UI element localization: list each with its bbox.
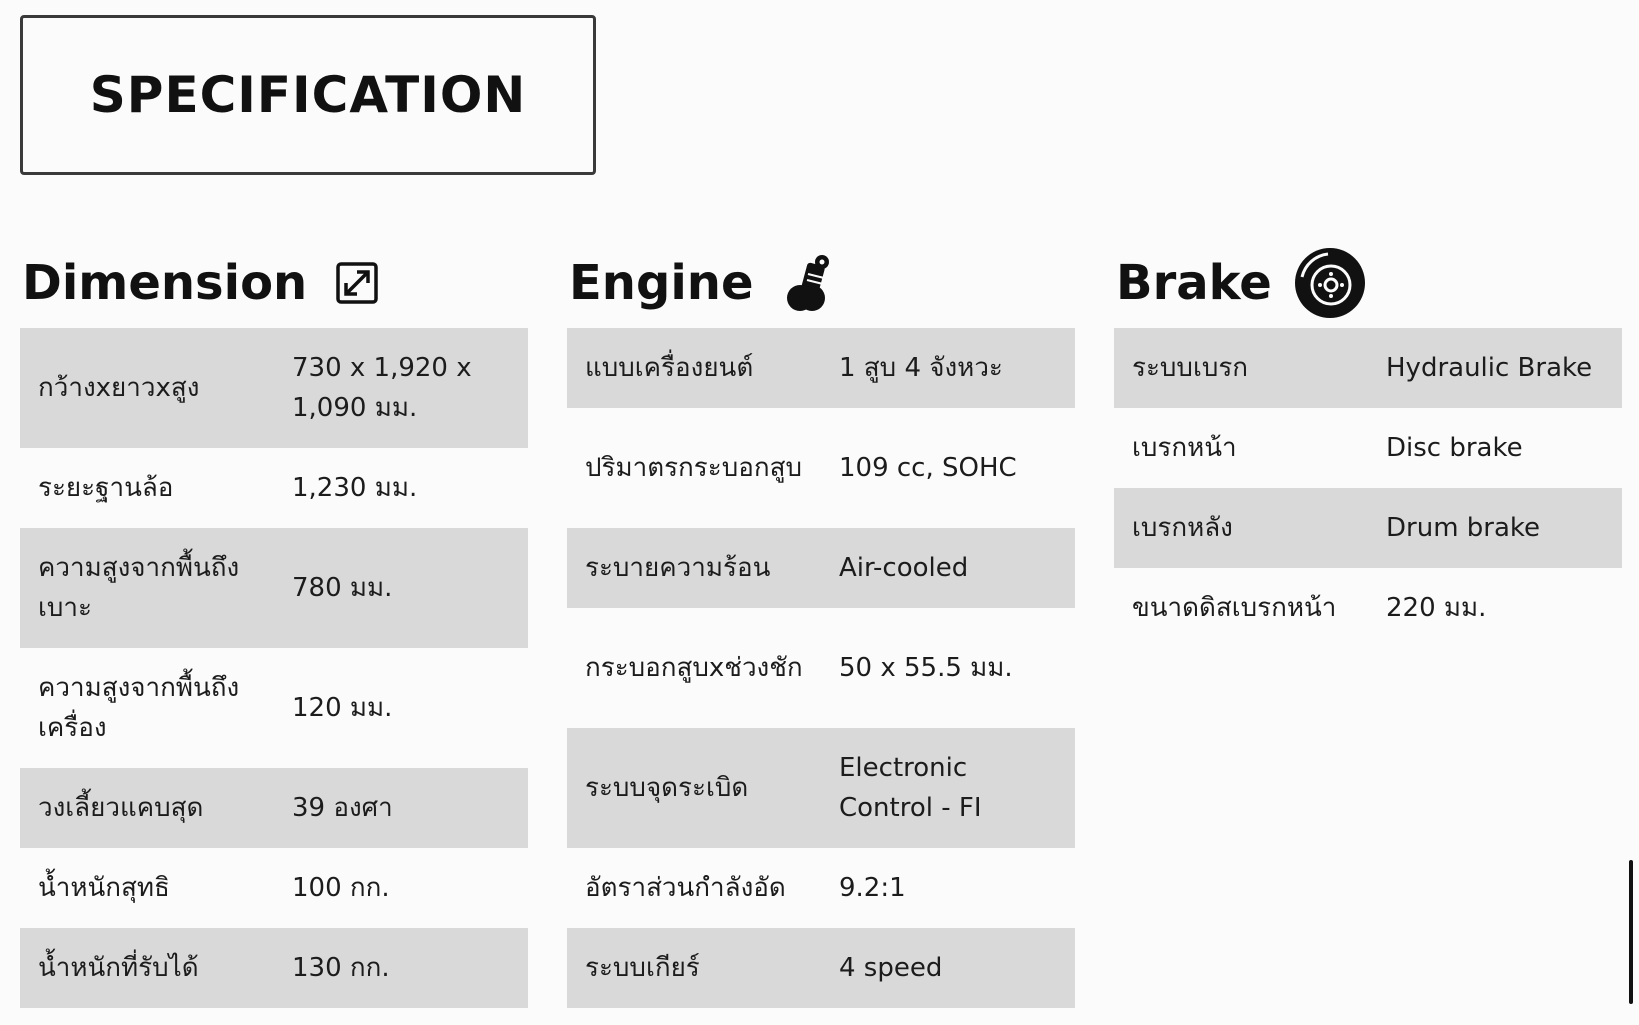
brake-table: [1114, 328, 1622, 648]
row-value: 1,230 มม.: [292, 473, 418, 503]
row-label: ปริมาตรกระบอกสูบ: [585, 453, 802, 483]
table-row: [567, 408, 1075, 528]
table-row: [20, 528, 528, 648]
table-row: [20, 928, 528, 1008]
row-label: น้ำหนักสุทธิ: [38, 873, 170, 903]
row-label: ความสูงจากพื้นถึงเบาะ: [38, 553, 240, 623]
row-value: 730 x 1,920 x 1,090 มม.: [292, 353, 472, 423]
table-row: [1114, 328, 1622, 408]
row-label: ระยะฐานล้อ: [38, 473, 174, 503]
row-label: น้ำหนักที่รับได้: [38, 953, 199, 983]
table-row: [567, 848, 1075, 928]
row-label: ขนาดดิสเบรกหน้า: [1132, 593, 1337, 623]
brake-header: [1114, 240, 1622, 326]
engine-title: Engine: [569, 255, 754, 311]
scrollbar[interactable]: [1629, 860, 1633, 1004]
brake-section: [1114, 240, 1622, 648]
engine-header: [567, 240, 1075, 326]
row-label: แบบเครื่องยนต์: [585, 353, 754, 383]
row-value: Air-cooled: [839, 553, 969, 583]
row-label: กระบอกสูบxช่วงชัก: [585, 653, 803, 683]
row-value: 39 องศา: [292, 793, 393, 823]
row-label: ระบบเกียร์: [585, 953, 700, 983]
row-value: 9.2:1: [839, 873, 906, 903]
row-value: 130 กก.: [292, 953, 390, 983]
brake-title: Brake: [1116, 255, 1272, 311]
row-value: Disc brake: [1386, 433, 1523, 463]
row-value: 109 cc, SOHC: [839, 453, 1017, 483]
row-value: 1 สูบ 4 จังหวะ: [839, 353, 1003, 383]
row-value: Electronic Control - FI: [839, 753, 982, 823]
row-label: ระบบเบรก: [1132, 353, 1249, 383]
row-label: ความสูงจากพื้นถึงเครื่อง: [38, 673, 240, 743]
row-value: Drum brake: [1386, 513, 1541, 543]
dimension-header: [20, 240, 528, 326]
table-row: [567, 328, 1075, 408]
row-label: เบรกหน้า: [1132, 433, 1237, 463]
brake-disc-icon: [1294, 247, 1366, 319]
table-row: [20, 328, 528, 448]
row-value: 100 กก.: [292, 873, 390, 903]
row-value: 220 มม.: [1386, 593, 1487, 623]
table-row: [567, 528, 1075, 608]
specification-header: [20, 15, 596, 175]
table-row: [567, 608, 1075, 728]
table-row: [567, 728, 1075, 848]
resize-icon: [335, 261, 379, 305]
row-label: ระบบจุดระเบิด: [585, 773, 749, 803]
table-row: [1114, 568, 1622, 648]
table-row: [20, 848, 528, 928]
row-value: 4 speed: [839, 953, 943, 983]
table-row: [1114, 408, 1622, 488]
engine-table: [567, 328, 1075, 1008]
engine-piston-icon: [780, 254, 834, 312]
table-row: [20, 648, 528, 768]
table-row: [20, 448, 528, 528]
dimension-table: [20, 328, 528, 1008]
row-label: วงเลี้ยวแคบสุด: [38, 793, 204, 823]
table-row: [1114, 488, 1622, 568]
row-label: ระบายความร้อน: [585, 553, 771, 583]
page-title: SPECIFICATION: [89, 66, 527, 124]
engine-section: [567, 240, 1075, 1008]
row-value: 120 มม.: [292, 693, 393, 723]
table-row: [20, 768, 528, 848]
table-row: [567, 928, 1075, 1008]
dimension-title: Dimension: [22, 255, 308, 311]
row-label: เบรกหลัง: [1132, 513, 1233, 543]
row-label: กว้างxยาวxสูง: [38, 373, 200, 403]
dimension-section: [20, 240, 528, 1008]
row-value: 50 x 55.5 มม.: [839, 653, 1013, 683]
row-value: Hydraulic Brake: [1386, 353, 1593, 383]
row-label: อัตราส่วนกำลังอัด: [585, 873, 786, 903]
row-value: 780 มม.: [292, 573, 393, 603]
